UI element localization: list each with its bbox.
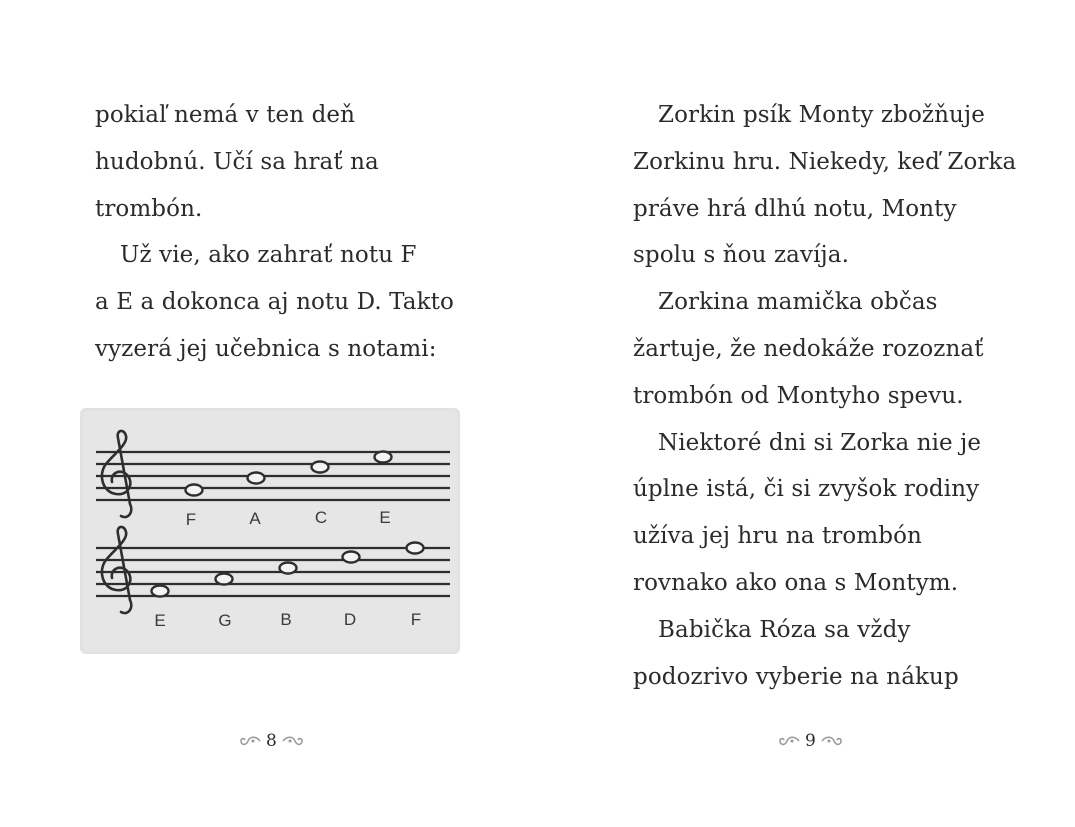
text-line: práve hrá dlhú notu, Monty xyxy=(633,195,957,222)
note-a xyxy=(248,473,265,484)
text-line: rovnako ako ona s Montym. xyxy=(633,569,959,596)
page-footer xyxy=(777,728,844,754)
note-label: E xyxy=(379,508,391,527)
text-line: trombón. xyxy=(95,195,203,222)
right-page xyxy=(537,0,1075,827)
text-line: Už vie, ako zahrať notu F xyxy=(120,242,417,269)
bottom-staff xyxy=(96,548,450,596)
text-line: užíva jej hru na trombón xyxy=(633,523,922,550)
top-note-labels xyxy=(186,508,391,529)
note-label: F xyxy=(185,510,197,529)
note-b xyxy=(280,563,297,574)
note-f xyxy=(407,543,424,554)
music-notes-illustration xyxy=(80,408,460,654)
text-line: spolu s ňou zavíja. xyxy=(633,242,849,269)
note-label: B xyxy=(280,610,292,629)
text-line: Zorkina mamička občas xyxy=(658,289,938,316)
text-line: pokiaľ nemá v ten deň xyxy=(95,102,356,128)
note-label: D xyxy=(343,610,357,629)
page-footer xyxy=(238,728,305,754)
note-e xyxy=(375,452,392,463)
flourish-left-icon xyxy=(238,734,262,748)
music-staff-drawing xyxy=(80,408,460,654)
note-label: E xyxy=(154,611,166,630)
flourish-right-icon xyxy=(281,734,305,748)
note-label: A xyxy=(249,509,261,528)
note-d xyxy=(343,552,360,563)
note-label: F xyxy=(410,610,422,629)
text-line: žartuje, že nedokáže rozoznať xyxy=(633,335,984,362)
page-number: 9 xyxy=(805,731,816,751)
text-line: Zorkin psík Monty zbožňuje xyxy=(658,102,985,128)
text-line: Zorkinu hru. Niekedy, keď Zorka xyxy=(633,148,1017,175)
note-g xyxy=(216,574,233,585)
flourish-right-icon xyxy=(820,734,844,748)
text-line: podozrivo vyberie na nákup xyxy=(633,663,959,690)
top-staff xyxy=(96,452,450,500)
treble-clef-icon xyxy=(102,527,131,613)
bottom-note-labels xyxy=(154,610,421,630)
text-line: úplne istá, či si zvyšok rodiny xyxy=(633,476,980,503)
note-c xyxy=(312,462,329,473)
bottom-notes xyxy=(152,543,424,597)
note-f xyxy=(186,485,203,496)
text-line: vyzerá jej učebnica s notami: xyxy=(95,335,437,362)
page-number: 8 xyxy=(266,731,277,751)
left-page xyxy=(0,0,537,827)
text-line: Niektoré dni si Zorka nie je xyxy=(658,429,982,456)
note-label: G xyxy=(218,611,232,630)
text-line: hudobnú. Učí sa hrať na xyxy=(95,148,379,175)
left-page-text xyxy=(95,92,515,373)
treble-clef-icon xyxy=(102,431,131,517)
right-page-text xyxy=(633,92,1053,700)
flourish-left-icon xyxy=(777,734,801,748)
text-line: trombón od Montyho spevu. xyxy=(633,382,964,409)
text-line: a E a dokonca aj notu D. Takto xyxy=(95,289,454,316)
note-label: C xyxy=(314,508,328,527)
note-e xyxy=(152,586,169,597)
text-line: Babička Róza sa vždy xyxy=(658,616,911,643)
